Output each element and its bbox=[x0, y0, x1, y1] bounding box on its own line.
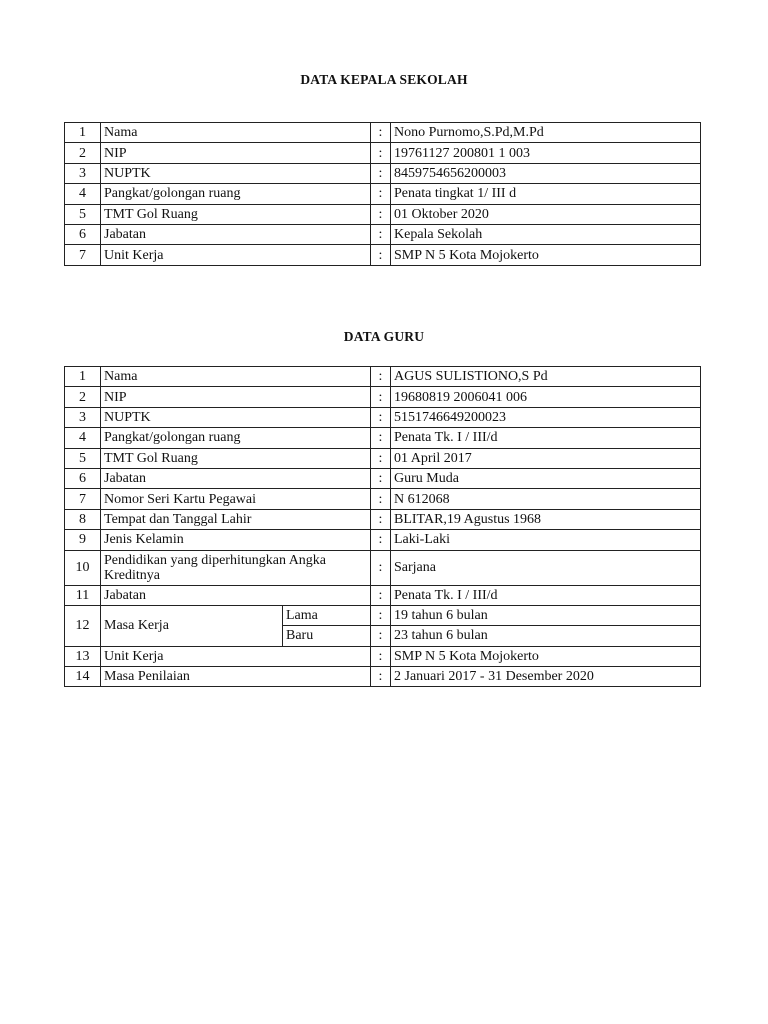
row-number: 6 bbox=[65, 224, 101, 244]
sub-label: Baru bbox=[283, 626, 371, 646]
row-number: 5 bbox=[65, 448, 101, 468]
table-row bbox=[65, 224, 701, 244]
colon: : bbox=[371, 667, 391, 687]
colon: : bbox=[371, 204, 391, 224]
field-value: AGUS SULISTIONO,S Pd bbox=[391, 367, 701, 387]
colon: : bbox=[371, 407, 391, 427]
colon: : bbox=[371, 143, 391, 163]
row-number: 14 bbox=[65, 667, 101, 687]
field-label: NIP bbox=[101, 143, 371, 163]
table-row bbox=[65, 530, 701, 550]
field-value: 5151746649200023 bbox=[391, 407, 701, 427]
row-number: 3 bbox=[65, 407, 101, 427]
kepala-sekolah-table bbox=[64, 122, 701, 266]
row-number: 8 bbox=[65, 509, 101, 529]
field-value: 01 April 2017 bbox=[391, 448, 701, 468]
colon: : bbox=[371, 489, 391, 509]
field-label: Masa Kerja bbox=[101, 605, 283, 646]
field-value: 19680819 2006041 006 bbox=[391, 387, 701, 407]
row-number: 11 bbox=[65, 585, 101, 605]
field-value: Penata Tk. I / III/d bbox=[391, 585, 701, 605]
field-value: 19761127 200801 1 003 bbox=[391, 143, 701, 163]
colon: : bbox=[371, 448, 391, 468]
field-value: N 612068 bbox=[391, 489, 701, 509]
colon: : bbox=[371, 626, 391, 646]
field-value: Sarjana bbox=[391, 550, 701, 585]
field-value: 8459754656200003 bbox=[391, 163, 701, 183]
table-row bbox=[65, 407, 701, 427]
row-number: 2 bbox=[65, 143, 101, 163]
field-value: 01 Oktober 2020 bbox=[391, 204, 701, 224]
field-label: Pangkat/golongan ruang bbox=[101, 428, 371, 448]
field-value: Guru Muda bbox=[391, 468, 701, 488]
row-number: 2 bbox=[65, 387, 101, 407]
field-value: 19 tahun 6 bulan bbox=[391, 605, 701, 625]
field-label: Unit Kerja bbox=[101, 646, 371, 666]
colon: : bbox=[371, 224, 391, 244]
field-label: Pendidikan yang diperhitungkan Angka Kreditnya bbox=[101, 550, 371, 585]
field-label: Jabatan bbox=[101, 224, 371, 244]
field-label: TMT Gol Ruang bbox=[101, 448, 371, 468]
table-row bbox=[65, 163, 701, 183]
field-value: 23 tahun 6 bulan bbox=[391, 626, 701, 646]
field-label: Pangkat/golongan ruang bbox=[101, 184, 371, 204]
field-label: Unit Kerja bbox=[101, 245, 371, 265]
colon: : bbox=[371, 646, 391, 666]
field-value: 2 Januari 2017 - 31 Desember 2020 bbox=[391, 667, 701, 687]
row-number: 10 bbox=[65, 550, 101, 585]
table-row bbox=[65, 605, 701, 625]
table-row bbox=[65, 367, 701, 387]
field-value: SMP N 5 Kota Mojokerto bbox=[391, 646, 701, 666]
field-label: Jenis Kelamin bbox=[101, 530, 371, 550]
table-row bbox=[65, 646, 701, 666]
row-number: 7 bbox=[65, 489, 101, 509]
field-label: TMT Gol Ruang bbox=[101, 204, 371, 224]
colon: : bbox=[371, 530, 391, 550]
field-label: Nomor Seri Kartu Pegawai bbox=[101, 489, 371, 509]
row-number: 9 bbox=[65, 530, 101, 550]
table-row bbox=[65, 667, 701, 687]
field-label: Jabatan bbox=[101, 468, 371, 488]
table-row bbox=[65, 448, 701, 468]
row-number: 6 bbox=[65, 468, 101, 488]
colon: : bbox=[371, 605, 391, 625]
kepala-sekolah-title: DATA KEPALA SEKOLAH bbox=[300, 72, 468, 87]
colon: : bbox=[371, 468, 391, 488]
field-value: Laki-Laki bbox=[391, 530, 701, 550]
guru-table bbox=[64, 366, 701, 687]
field-label: Nama bbox=[101, 367, 371, 387]
colon: : bbox=[371, 428, 391, 448]
field-label: Jabatan bbox=[101, 585, 371, 605]
field-value: BLITAR,19 Agustus 1968 bbox=[391, 509, 701, 529]
table-row bbox=[65, 204, 701, 224]
row-number: 7 bbox=[65, 245, 101, 265]
colon: : bbox=[371, 585, 391, 605]
table-row bbox=[65, 184, 701, 204]
table-row bbox=[65, 143, 701, 163]
table-row bbox=[65, 428, 701, 448]
table-row bbox=[65, 468, 701, 488]
row-number: 13 bbox=[65, 646, 101, 666]
colon: : bbox=[371, 367, 391, 387]
colon: : bbox=[371, 123, 391, 143]
row-number: 4 bbox=[65, 184, 101, 204]
table-row bbox=[65, 387, 701, 407]
table-row bbox=[65, 489, 701, 509]
colon: : bbox=[371, 550, 391, 585]
field-value: Penata tingkat 1/ III d bbox=[391, 184, 701, 204]
table-row bbox=[65, 245, 701, 265]
field-value: Kepala Sekolah bbox=[391, 224, 701, 244]
field-label: NUPTK bbox=[101, 163, 371, 183]
row-number: 1 bbox=[65, 123, 101, 143]
field-value: Nono Purnomo,S.Pd,M.Pd bbox=[391, 123, 701, 143]
field-label: Nama bbox=[101, 123, 371, 143]
guru-title: DATA GURU bbox=[343, 329, 425, 344]
field-label: NIP bbox=[101, 387, 371, 407]
sub-label: Lama bbox=[283, 605, 371, 625]
field-label: NUPTK bbox=[101, 407, 371, 427]
colon: : bbox=[371, 184, 391, 204]
field-value: Penata Tk. I / III/d bbox=[391, 428, 701, 448]
row-number: 5 bbox=[65, 204, 101, 224]
colon: : bbox=[371, 245, 391, 265]
field-value: SMP N 5 Kota Mojokerto bbox=[391, 245, 701, 265]
table-row bbox=[65, 509, 701, 529]
table-row bbox=[65, 123, 701, 143]
colon: : bbox=[371, 163, 391, 183]
row-number: 1 bbox=[65, 367, 101, 387]
colon: : bbox=[371, 509, 391, 529]
field-label: Masa Penilaian bbox=[101, 667, 371, 687]
field-label: Tempat dan Tanggal Lahir bbox=[101, 509, 371, 529]
row-number: 3 bbox=[65, 163, 101, 183]
table-row bbox=[65, 550, 701, 585]
colon: : bbox=[371, 387, 391, 407]
row-number: 4 bbox=[65, 428, 101, 448]
table-row bbox=[65, 585, 701, 605]
row-number: 12 bbox=[65, 605, 101, 646]
